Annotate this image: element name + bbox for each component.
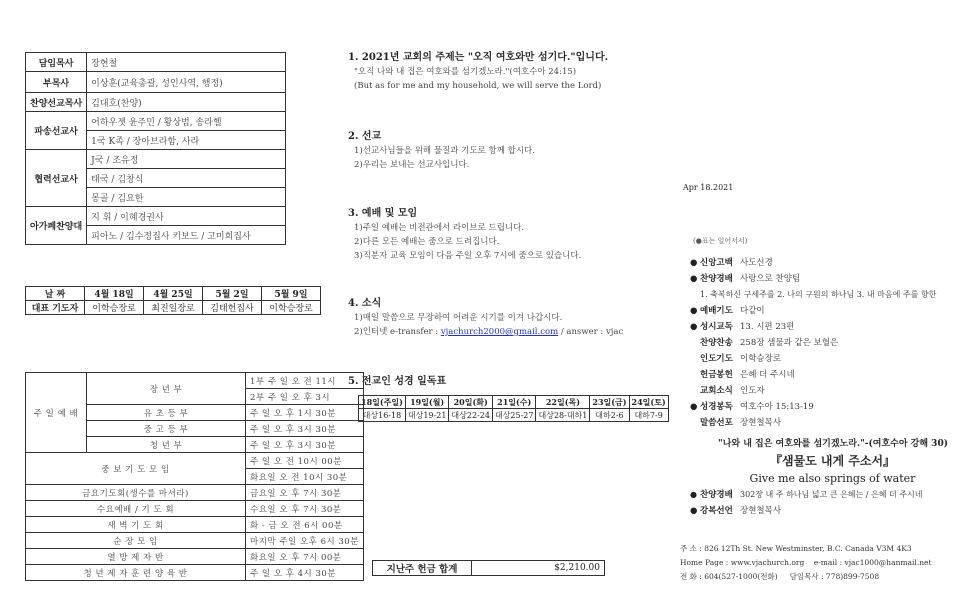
order-value: 장현철목사	[740, 506, 782, 516]
order-label: 예배기도	[700, 306, 733, 316]
order-item	[690, 487, 980, 503]
staff-value: J국 / 조유정	[87, 150, 286, 169]
order-label: 성시교독	[700, 322, 733, 332]
schedule-header: 5월 9일	[262, 287, 321, 301]
phone-value: 604(527-1000(전화)	[704, 572, 778, 581]
phone-line	[680, 570, 978, 584]
order-item	[690, 287, 975, 303]
worship-time: 2부 주 일 오 후 3시	[246, 389, 364, 405]
worship-name: 장 년 부	[87, 373, 246, 405]
bible-day: 23일(금)	[590, 396, 629, 409]
order-value: 사도신경	[740, 258, 773, 268]
order-value: 은혜 더 주시네	[740, 370, 795, 380]
order-label: 교회소식	[700, 386, 733, 396]
order-item	[690, 399, 975, 415]
worship-group: 중 보 기 도 모 임	[26, 453, 246, 485]
worship-group: 금요기도회(생수를 마셔라)	[26, 485, 246, 501]
bullet: ●	[690, 322, 698, 332]
worship-group: 주 일 예 배	[26, 373, 87, 453]
bible-reading: 대상28-대하1	[536, 409, 590, 422]
worship-time: 화요일 오 후 7시 00분	[246, 549, 364, 565]
worship-time: 1부 주 일 오 전 11시	[246, 373, 364, 389]
section-title: 4. 소식	[348, 298, 382, 309]
staff-value: 어하우젯 윤주민 / 황상범, 송라헬	[87, 112, 286, 131]
email-label: e-mail :	[813, 558, 843, 567]
order-label: 찬양경배	[700, 490, 733, 500]
order-of-service	[690, 255, 975, 431]
worship-time: 주 일 오 후 4시 30분	[246, 565, 364, 581]
bullet: ●	[690, 402, 698, 412]
sermon-title-korean: 『샘물도 내게 주소서』	[769, 454, 896, 468]
bible-reading: 대하2-6	[590, 409, 629, 422]
section-title: 1. 2021년 교회의 주제는 "오직 여호와만 섬기다."입니다.	[348, 52, 609, 63]
worship-group: 순 장 모 임	[26, 533, 246, 549]
bible-reading: 대상19-21	[405, 409, 449, 422]
staff-label: 찬양선교목사	[26, 93, 87, 112]
order-value: 장현철목사	[740, 418, 782, 428]
prayer-schedule-table	[25, 286, 321, 315]
announcement-section-2	[348, 127, 648, 173]
bullet	[690, 383, 700, 399]
bible-day: 20일(화)	[449, 396, 493, 409]
order-item	[690, 335, 975, 351]
staff-value: 김대호(찬양)	[87, 93, 286, 112]
section-line: 2)우리는 보내는 선교사입니다.	[354, 160, 470, 170]
bible-reading: 대상25-27	[492, 409, 536, 422]
order-value: 이학승장로	[740, 354, 782, 364]
worship-name: 중 고 등 부	[87, 421, 246, 437]
schedule-header: 4월 18일	[85, 287, 144, 301]
section-line: 3)직분자 교육 모임이 다음 주일 오후 7시에 줌으로 있습니다.	[354, 251, 582, 261]
order-item	[690, 503, 980, 519]
section-title: 3. 예배 및 모임	[348, 208, 418, 219]
schedule-header: 날 짜	[26, 287, 85, 301]
staff-value: 1국 K족 / 장아브라함, 사라	[87, 131, 286, 150]
section-title: 2. 선교	[348, 131, 382, 142]
bible-reading: 대하7-9	[629, 409, 668, 422]
announcement-section-1	[348, 48, 648, 94]
order-label: 신앙고백	[700, 258, 733, 268]
schedule-value: 이학승장로	[85, 301, 144, 315]
schedule-value: 최진일장로	[144, 301, 203, 315]
web-line	[680, 556, 978, 570]
order-value: 13. 시편 23편	[740, 322, 795, 332]
worship-time: 화 - 금 오 전 6시 00분	[246, 517, 364, 533]
bible-day: 21일(수)	[492, 396, 536, 409]
bullet: ●	[690, 306, 698, 316]
staff-label: 아가페찬양대	[26, 207, 87, 245]
section-line: 1)주일 예배는 비전관에서 라이브로 드립니다.	[354, 223, 525, 233]
order-label: 말씀선포	[700, 418, 733, 428]
bible-day: 22일(목)	[536, 396, 590, 409]
staff-value: 피아노 / 김수정집사 키보드 / 고미희집사	[87, 226, 286, 245]
schedule-row-label: 대표 기도자	[26, 301, 85, 315]
answer-text: / answer : vjac	[558, 327, 624, 337]
worship-group: 수요예배 / 기 도 회	[26, 501, 246, 517]
offering-total-table	[372, 560, 605, 576]
bullet	[690, 367, 700, 383]
staff-value: 장현철	[87, 53, 286, 72]
order-item	[690, 271, 975, 287]
homepage-value[interactable]: www.vjachurch.org	[730, 558, 805, 567]
standing-note: (●표는 일어서서)	[693, 237, 748, 245]
section-line: 1)선교사님들을 위해 물질과 기도로 함께 합시다.	[354, 146, 535, 156]
order-value: 여호수아 15:13-19	[740, 402, 814, 412]
staff-value: 지 휘 / 이혜경권사	[87, 207, 286, 226]
worship-group: 청 년 제 자 훈 련 양 육 반	[26, 565, 246, 581]
order-value: 사랑으로 찬양팀	[740, 274, 801, 284]
announcement-section-4	[348, 294, 668, 340]
worship-time: 금요일 오 후 7시 30분	[246, 485, 364, 501]
order-value: 1. 축복하신 구세주를 2. 나의 구원의 하나님 3. 내 마음에 주를 향한	[700, 290, 937, 299]
phone-label: 전 화 :	[680, 572, 702, 581]
schedule-header: 4월 25일	[144, 287, 203, 301]
order-item	[690, 383, 975, 399]
bible-reading: 대상22-24	[449, 409, 493, 422]
offering-amount: $2,210.00	[472, 561, 605, 576]
worship-name: 청 년 부	[87, 437, 246, 453]
staff-label: 협력선교사	[26, 150, 87, 207]
bulletin-date: Apr 18.2021	[683, 183, 734, 192]
section-line: (But as for me and my household, we will serve the Lord)	[354, 81, 602, 91]
worship-time: 마지막 주일 오후 6시 30분	[246, 533, 364, 549]
etransfer-label: 2)인터넷 e-transfer :	[354, 327, 441, 337]
order-item	[690, 319, 975, 335]
staff-value: 이상훈(교육총괄, 성인사역, 행정)	[87, 72, 286, 93]
address-line	[680, 542, 978, 556]
worship-time: 주 일 오 후 3시 30분	[246, 437, 364, 453]
order-label: 인도기도	[700, 354, 733, 364]
order-label: 찬양찬송	[700, 338, 733, 348]
bible-reading: 대상16-18	[359, 409, 406, 422]
order-value: 인도자	[740, 386, 765, 396]
address-label: 주 소 :	[680, 544, 702, 553]
order-value: 258장 샘물과 같은 보혈은	[740, 338, 839, 348]
order-of-service-after	[690, 487, 980, 519]
worship-times-table	[25, 372, 364, 581]
order-label: 찬양경배	[700, 274, 733, 284]
pastor-phone-value: 778)899-7508	[825, 572, 880, 581]
staff-table	[25, 52, 286, 245]
bullet	[690, 335, 700, 351]
order-label: 강복선언	[700, 506, 733, 516]
section-line: "오직 나와 내 집은 여호와를 섬기겠노라."(여호수아 24:15)	[354, 67, 577, 77]
bullet	[690, 351, 700, 367]
order-item	[690, 351, 975, 367]
offering-label: 지난주 헌금 합계	[373, 561, 472, 576]
bullet	[690, 287, 700, 303]
email-link[interactable]: vjachurch2000@gmail.com	[440, 327, 559, 337]
announcement-section-3	[348, 204, 668, 264]
order-item	[690, 303, 975, 319]
order-item	[690, 255, 975, 271]
staff-value: 태국 / 김창식	[87, 169, 286, 188]
theme-verse: "나와 내 집은 여호와를 섬기겠노라."-(여호수아 강해 30)	[718, 439, 948, 449]
worship-group: 열 방 제 자 반	[26, 549, 246, 565]
order-value: 다같이	[740, 306, 765, 316]
bullet: ●	[690, 258, 698, 268]
worship-time: 주 일 오 후 1시 30분	[246, 405, 364, 421]
worship-time: 화요일 오 전 10시 30분	[246, 469, 364, 485]
staff-value: 몽골 / 김요한	[87, 188, 286, 207]
section-line	[354, 326, 668, 338]
worship-group: 새 벽 기 도 회	[26, 517, 246, 533]
bible-day: 24일(토)	[629, 396, 668, 409]
announcement-section-5	[348, 372, 446, 390]
contact-block	[680, 542, 978, 584]
pastor-phone-label: 담임목사 :	[789, 572, 824, 581]
order-label: 성경봉독	[700, 402, 733, 412]
address-value: 826 12Th St. New Westminster, B.C. Canada V3M 4K3	[704, 544, 912, 553]
staff-label: 부목사	[26, 72, 87, 93]
bible-day: 18일(주일)	[359, 396, 406, 409]
bullet: ●	[690, 274, 698, 284]
sermon-title-english: Give me also springs of water	[749, 472, 916, 485]
schedule-value: 이학승장로	[262, 301, 321, 315]
bible-reading-table	[358, 395, 669, 422]
section-title: 5. 전교인 성경 일독표	[348, 376, 447, 387]
worship-time: 수요일 오 후 7시 30분	[246, 501, 364, 517]
order-label: 헌금봉헌	[700, 370, 733, 380]
section-line: 2)다른 모든 예배는 줌으로 드려집니다.	[354, 237, 500, 247]
homepage-label: Home Page :	[680, 558, 729, 567]
order-value: 302장 내 주 하나님 넓고 큰 은혜는 / 은혜 더 주시네	[740, 490, 923, 499]
staff-label: 담임목사	[26, 53, 87, 72]
order-item	[690, 367, 975, 383]
email-value[interactable]: vjac1000@hanmail.net	[844, 558, 932, 567]
bullet: ●	[690, 506, 698, 516]
schedule-value: 김태헌집사	[203, 301, 262, 315]
worship-time: 주 일 오 전 10시 00분	[246, 453, 364, 469]
worship-time: 주 일 오 후 3시 30분	[246, 421, 364, 437]
section-line: 1)매일 말씀으로 무장하여 어려운 시기를 이겨 나갑시다.	[354, 313, 563, 323]
staff-label: 파송선교사	[26, 112, 87, 150]
worship-name: 유 초 등 부	[87, 405, 246, 421]
order-item	[690, 415, 975, 431]
bullet: ●	[690, 490, 697, 499]
schedule-header: 5월 2일	[203, 287, 262, 301]
bullet	[690, 415, 700, 431]
bible-day: 19일(월)	[405, 396, 449, 409]
